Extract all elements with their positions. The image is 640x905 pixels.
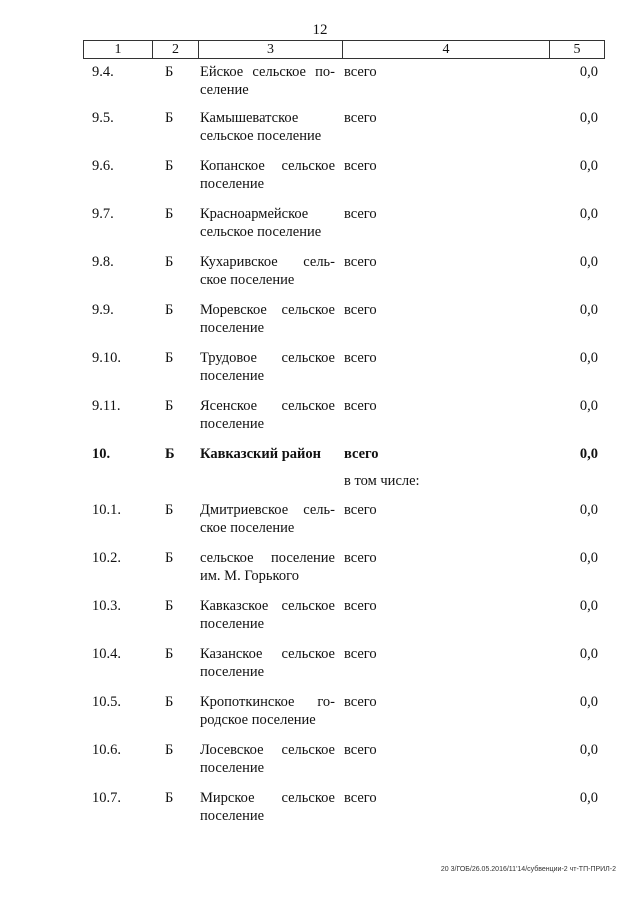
table-row: [0, 741, 640, 789]
row-number: 10.6.: [92, 742, 121, 758]
row-name: Мирское сельское поселение: [200, 790, 335, 824]
document-code-footer: 20 3/ГОБ/26.05.2016/11'14/субвенции-2 чт-ТП-ПРИЛ-2: [440, 866, 616, 873]
row-name: сельское поселение им. М. Горького: [200, 550, 335, 584]
row-value: 0,0: [579, 158, 598, 174]
row-category: Б: [165, 790, 174, 806]
row-type: всего: [344, 598, 377, 614]
table-row: [0, 157, 640, 205]
row-number: 9.6.: [92, 158, 114, 174]
header-col-5: 5: [549, 41, 604, 58]
row-number: 10.: [92, 446, 111, 462]
row-number: 9.11.: [92, 398, 121, 414]
row-name: Кухаривское сель- ское поселение: [200, 254, 335, 288]
row-category: Б: [165, 110, 174, 126]
row-type: всего: [344, 550, 377, 566]
row-name: Трудовое сельское поселение: [200, 350, 335, 384]
table-row: [0, 349, 640, 397]
row-name: Копанское сельское поселение: [200, 158, 335, 192]
row-category: Б: [165, 64, 174, 80]
row-category: Б: [165, 598, 174, 614]
row-name: Кавказский район: [200, 446, 322, 462]
row-number: 10.7.: [92, 790, 121, 806]
row-name: Дмитриевское сель- ское поселение: [200, 502, 335, 536]
row-value: 0,0: [579, 446, 598, 462]
row-value: 0,0: [579, 398, 598, 414]
row-value: 0,0: [579, 742, 598, 758]
table-body: [0, 63, 640, 837]
row-type: всего: [344, 646, 377, 662]
row-number: 10.4.: [92, 646, 121, 662]
row-category: Б: [165, 742, 174, 758]
row-number: 10.3.: [92, 598, 121, 614]
row-category: Б: [165, 398, 174, 414]
row-type: в том числе:: [344, 473, 420, 489]
table-row-district: [0, 445, 640, 472]
row-value: 0,0: [579, 206, 598, 222]
header-col-2: 2: [152, 41, 198, 58]
table-row: [0, 597, 640, 645]
row-value: 0,0: [579, 550, 598, 566]
row-number: 9.5.: [92, 110, 114, 126]
row-value: 0,0: [579, 302, 598, 318]
table-header: [83, 40, 605, 59]
row-type: всего: [344, 110, 377, 126]
header-col-4: 4: [342, 41, 549, 58]
row-type: всего: [344, 254, 377, 270]
row-type: всего: [344, 502, 377, 518]
row-number: 10.2.: [92, 550, 121, 566]
table-row: [0, 205, 640, 253]
table-row: [0, 301, 640, 349]
row-category: Б: [165, 254, 174, 270]
row-number: 10.5.: [92, 694, 121, 710]
row-category: Б: [165, 206, 174, 222]
table-row: [0, 63, 640, 109]
row-name: Красноармейское сельское поселение: [200, 206, 322, 240]
row-type: всего: [344, 350, 377, 366]
row-value: 0,0: [579, 646, 598, 662]
row-number: 9.8.: [92, 254, 114, 270]
row-name: Моревское сельское поселение: [200, 302, 335, 336]
row-name: Кропоткинское го- родское поселение: [200, 694, 335, 728]
row-number: 9.4.: [92, 64, 114, 80]
row-value: 0,0: [579, 694, 598, 710]
row-category: Б: [165, 550, 174, 566]
table-row-subheading: [0, 472, 640, 501]
row-value: 0,0: [579, 350, 598, 366]
table-row: [0, 645, 640, 693]
row-value: 0,0: [579, 110, 598, 126]
row-type: всего: [344, 446, 379, 462]
row-name: Ясенское сельское поселение: [200, 398, 335, 432]
table-row: [0, 109, 640, 157]
header-col-1: 1: [114, 42, 122, 57]
row-value: 0,0: [579, 502, 598, 518]
row-type: всего: [344, 694, 377, 710]
table-row: [0, 397, 640, 445]
row-category: Б: [165, 502, 174, 518]
header-col-3: 3: [198, 41, 342, 58]
row-type: всего: [344, 790, 377, 806]
row-type: всего: [344, 64, 377, 80]
row-name: Кавказское сельское поселение: [200, 598, 335, 632]
table-row: [0, 693, 640, 741]
row-number: 9.7.: [92, 206, 114, 222]
table-row: [0, 253, 640, 301]
row-category: Б: [165, 646, 174, 662]
row-value: 0,0: [579, 598, 598, 614]
table-row: [0, 549, 640, 597]
table-row: [0, 789, 640, 837]
row-category: Б: [165, 694, 174, 710]
row-value: 0,0: [579, 64, 598, 80]
row-name: Лосевское сельское поселение: [200, 742, 335, 776]
row-category: Б: [165, 350, 174, 366]
row-name: Камышеватское сельское поселение: [200, 110, 322, 144]
table-row: [0, 501, 640, 549]
page-number: 12: [312, 22, 328, 38]
row-name: Казанское сельское поселение: [200, 646, 335, 680]
row-number: 10.1.: [92, 502, 121, 518]
row-type: всего: [344, 742, 377, 758]
row-category: Б: [165, 158, 174, 174]
row-type: всего: [344, 206, 377, 222]
row-category: Б: [165, 302, 174, 318]
row-type: всего: [344, 398, 377, 414]
row-name: Ейское сельское по- селение: [200, 64, 335, 98]
row-number: 9.9.: [92, 302, 114, 318]
row-category: Б: [165, 446, 175, 462]
row-type: всего: [344, 302, 377, 318]
row-value: 0,0: [579, 790, 598, 806]
row-type: всего: [344, 158, 377, 174]
row-number: 9.10.: [92, 350, 121, 366]
row-value: 0,0: [579, 254, 598, 270]
